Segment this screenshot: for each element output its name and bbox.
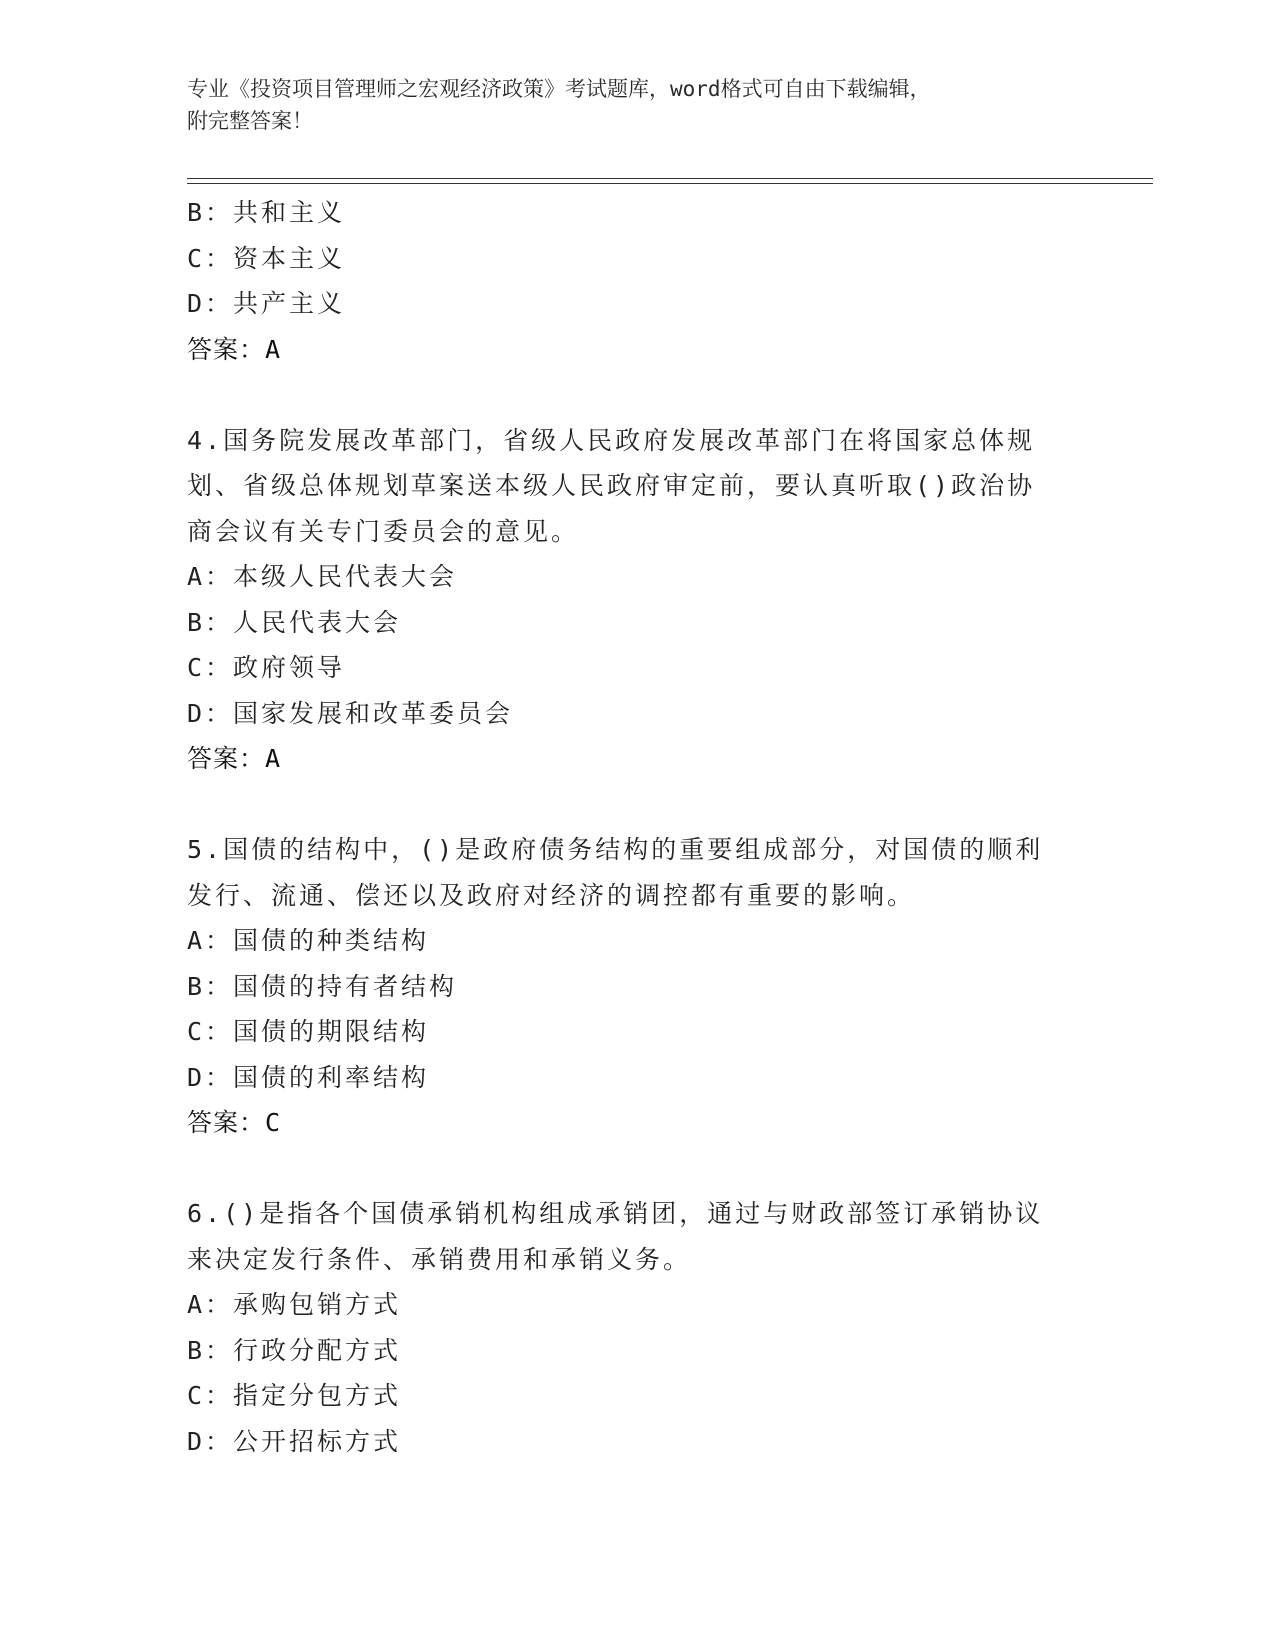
option-a: A：国债的种类结构 <box>187 926 430 955</box>
answer: 答案：A <box>187 744 282 773</box>
option-c: C：资本主义 <box>187 243 346 273</box>
option-c: C：指定分包方式 <box>187 1381 402 1410</box>
option-b: B：行政分配方式 <box>187 1335 402 1365</box>
question-6 <box>187 1191 1067 1464</box>
option-a: A：承购包销方式 <box>187 1290 402 1319</box>
header-divider-bottom <box>187 183 1153 184</box>
option-a: A：本级人民代表大会 <box>187 562 458 591</box>
question-text-line: 6.()是指各个国债承销机构组成承销团，通过与财政部签订承销协议 <box>187 1199 1044 1228</box>
answer: 答案：A <box>187 334 282 364</box>
question-text-line: 4.国务院发展改革部门，省级人民政府发展改革部门在将国家总体规 <box>187 425 1036 455</box>
option-d: D：国债的利率结构 <box>187 1062 430 1092</box>
question-4 <box>187 418 1067 782</box>
option-d: D：共产主义 <box>187 289 346 318</box>
question-text-line: 5.国债的结构中，()是政府债务结构的重要组成部分，对国债的顺利 <box>187 835 1044 864</box>
spacer <box>187 782 1067 828</box>
option-c: C：国债的期限结构 <box>187 1017 430 1046</box>
question-3-continued <box>187 190 1067 372</box>
option-b: B：共和主义 <box>187 198 346 227</box>
spacer <box>187 1146 1067 1192</box>
spacer <box>187 372 1067 418</box>
question-text-line: 来决定发行条件、承销费用和承销义务。 <box>187 1244 692 1274</box>
question-5 <box>187 827 1067 1146</box>
question-text-line: 发行、流通、偿还以及政府对经济的调控都有重要的影响。 <box>187 880 916 910</box>
header-line-2: 附完整答案！ <box>187 109 313 133</box>
option-d: D：国家发展和改革委员会 <box>187 698 514 728</box>
header-line-1: 专业《投资项目管理师之宏观经济政策》考试题库，word格式可自由下载编辑， <box>187 77 931 101</box>
option-d: D：公开招标方式 <box>187 1426 402 1456</box>
option-c: C：政府领导 <box>187 653 346 682</box>
option-b: B：国债的持有者结构 <box>187 971 458 1001</box>
document-header <box>187 73 1067 137</box>
answer: 答案：C <box>187 1108 282 1137</box>
header-divider-top <box>187 178 1153 179</box>
question-list <box>187 190 1067 1464</box>
question-text-line: 划、省级总体规划草案送本级人民政府审定前，要认真听取()政治协 <box>187 471 1036 500</box>
option-b: B：人民代表大会 <box>187 607 402 637</box>
question-text-line: 商会议有关专门委员会的意见。 <box>187 516 580 546</box>
